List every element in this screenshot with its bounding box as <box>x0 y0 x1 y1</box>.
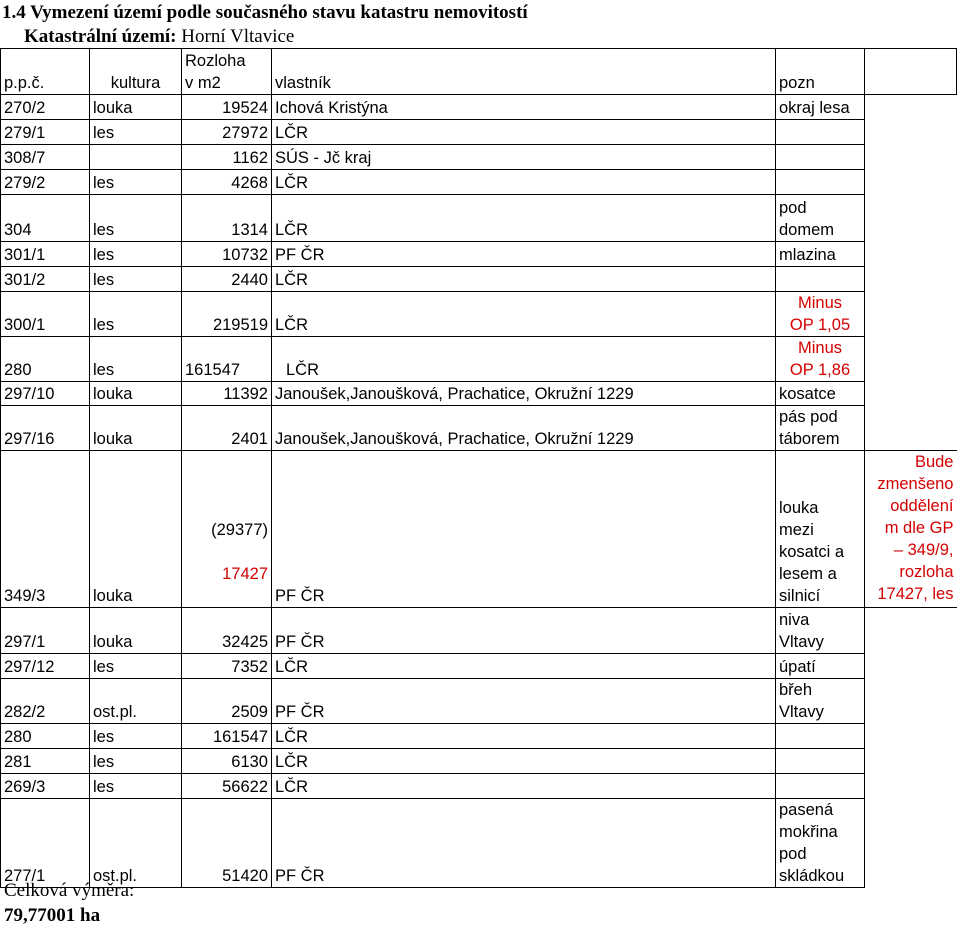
cell-kultura: louka <box>90 451 182 608</box>
cell-owner: PF ČR <box>272 451 776 608</box>
cell-parcel: 304 <box>1 195 90 242</box>
cell-empty <box>865 337 957 382</box>
table-row <box>1 195 957 242</box>
cell-kultura: ost.pl. <box>90 679 182 724</box>
cell-area-new: 17427 <box>222 565 268 583</box>
cell-note: pasená mokřina pod skládkou <box>776 799 865 888</box>
cell-empty <box>865 774 957 799</box>
cell-owner: LČR <box>272 195 776 242</box>
table-header-row <box>1 49 957 95</box>
cell-owner: LČR <box>272 337 776 382</box>
table-row <box>1 749 957 774</box>
cell-empty <box>865 749 957 774</box>
cell-parcel: 279/1 <box>1 120 90 145</box>
header-area: Rozloha v m2 <box>182 49 272 95</box>
table-row <box>1 267 957 292</box>
cell-note <box>776 724 865 749</box>
cell-note-extra: Bude zmenšeno oddělení m dle GP – 349/9, rozloha 17427, les <box>865 451 957 608</box>
cell-area: 10732 <box>182 242 272 267</box>
cell-area-original: (29377) <box>211 521 268 539</box>
cell-note-highlight: Minus OP 1,86 <box>776 337 865 382</box>
cell-area: 219519 <box>182 292 272 337</box>
cell-owner: LČR <box>272 120 776 145</box>
cell-empty <box>865 292 957 337</box>
cell-note <box>776 749 865 774</box>
cell-area: 4268 <box>182 170 272 195</box>
table-row <box>1 337 957 382</box>
cell-empty <box>865 95 957 120</box>
table-row <box>1 292 957 337</box>
cell-parcel: 301/2 <box>1 267 90 292</box>
cell-kultura: ost.pl. <box>90 799 182 888</box>
cell-kultura: louka <box>90 95 182 120</box>
cell-kultura: les <box>90 337 182 382</box>
cell-kultura: les <box>90 724 182 749</box>
table-row <box>1 120 957 145</box>
cell-parcel: 270/2 <box>1 95 90 120</box>
cadastral-label: Katastrální území: <box>24 26 177 47</box>
cell-note: louka mezi kosatci a lesem a silnicí <box>776 451 865 608</box>
cell-parcel: 297/10 <box>1 382 90 406</box>
table-row <box>1 406 957 451</box>
cell-kultura <box>90 145 182 170</box>
table-row <box>1 95 957 120</box>
cell-note <box>776 120 865 145</box>
table-row <box>1 608 957 654</box>
cell-kultura: louka <box>90 382 182 406</box>
cell-owner: LČR <box>272 267 776 292</box>
header-owner: vlastník <box>272 49 776 95</box>
table-row <box>1 654 957 679</box>
cell-parcel: 281 <box>1 749 90 774</box>
cadastral-value: Horní Vltavice <box>181 26 295 47</box>
total-area-label: Celková výměra: <box>4 880 135 901</box>
cell-note: mlazina <box>776 242 865 267</box>
cell-area: 1162 <box>182 145 272 170</box>
cell-parcel: 349/3 <box>1 451 90 608</box>
cell-parcel: 280 <box>1 724 90 749</box>
cell-kultura: louka <box>90 406 182 451</box>
cell-kultura: les <box>90 267 182 292</box>
cell-note: niva Vltavy <box>776 608 865 654</box>
table-row <box>1 774 957 799</box>
cell-area: 7352 <box>182 654 272 679</box>
cell-area: 56622 <box>182 774 272 799</box>
cell-area: 1314 <box>182 195 272 242</box>
cell-note: úpatí <box>776 654 865 679</box>
cell-area: 2509 <box>182 679 272 724</box>
cell-area: 161547 <box>182 337 272 382</box>
cell-empty <box>865 654 957 679</box>
cell-parcel: 277/1 <box>1 799 90 888</box>
cell-area: 11392 <box>182 382 272 406</box>
cell-area: 6130 <box>182 749 272 774</box>
cell-owner: LČR <box>272 292 776 337</box>
cadastral-area <box>24 26 294 48</box>
cell-kultura: les <box>90 120 182 145</box>
cell-note <box>776 774 865 799</box>
cell-kultura: les <box>90 774 182 799</box>
table-row <box>1 145 957 170</box>
cell-owner: LČR <box>272 749 776 774</box>
cell-owner: PF ČR <box>272 608 776 654</box>
cell-parcel: 269/3 <box>1 774 90 799</box>
cell-note: kosatce <box>776 382 865 406</box>
cell-parcel: 279/2 <box>1 170 90 195</box>
cell-owner: LČR <box>272 654 776 679</box>
cell-empty <box>865 382 957 406</box>
cell-area: 2440 <box>182 267 272 292</box>
cell-parcel: 308/7 <box>1 145 90 170</box>
cell-owner: Janoušek,Janoušková, Prachatice, Okružní 1229 <box>272 406 776 451</box>
table-row <box>1 799 957 888</box>
cell-empty <box>865 724 957 749</box>
cell-owner: LČR <box>272 170 776 195</box>
cell-kultura: les <box>90 749 182 774</box>
cell-kultura: louka <box>90 608 182 654</box>
cell-owner: LČR <box>272 774 776 799</box>
cell-parcel: 282/2 <box>1 679 90 724</box>
cell-area: 51420 <box>182 799 272 888</box>
cell-area <box>182 451 272 608</box>
cell-note: pás pod táborem <box>776 406 865 451</box>
cell-owner: PF ČR <box>272 242 776 267</box>
cell-kultura: les <box>90 292 182 337</box>
header-parcel: p.p.č. <box>1 49 90 95</box>
header-note: pozn <box>776 49 865 95</box>
table-row <box>1 451 957 608</box>
parcel-table <box>0 48 957 888</box>
cell-area: 19524 <box>182 95 272 120</box>
cell-note: pod domem <box>776 195 865 242</box>
cell-owner: LČR <box>272 724 776 749</box>
cell-empty <box>865 170 957 195</box>
cell-parcel: 300/1 <box>1 292 90 337</box>
cell-kultura: les <box>90 242 182 267</box>
cell-empty <box>865 406 957 451</box>
cell-note <box>776 267 865 292</box>
table-row <box>1 170 957 195</box>
cell-note <box>776 170 865 195</box>
cell-area: 27972 <box>182 120 272 145</box>
cell-kultura: les <box>90 654 182 679</box>
cell-empty <box>865 267 957 292</box>
table-row <box>1 724 957 749</box>
cell-parcel: 280 <box>1 337 90 382</box>
total-area <box>4 878 134 928</box>
cell-empty <box>865 145 957 170</box>
cell-empty <box>865 608 957 654</box>
cell-owner: SÚS - Jč kraj <box>272 145 776 170</box>
cell-note <box>776 145 865 170</box>
cell-area: 32425 <box>182 608 272 654</box>
cell-kultura: les <box>90 170 182 195</box>
header-kultura: kultura <box>90 49 182 95</box>
cell-kultura: les <box>90 195 182 242</box>
cell-area: 161547 <box>182 724 272 749</box>
cell-owner: PF ČR <box>272 679 776 724</box>
table-row <box>1 382 957 406</box>
section-title: 1.4 Vymezení území podle současného stavu katastru nemovitostí <box>2 2 528 23</box>
cell-owner: Ichová Kristýna <box>272 95 776 120</box>
cell-empty <box>865 799 957 888</box>
cell-note: břeh Vltavy <box>776 679 865 724</box>
table-row <box>1 242 957 267</box>
cell-empty <box>865 195 957 242</box>
cell-owner: PF ČR <box>272 799 776 888</box>
cell-empty <box>865 120 957 145</box>
cell-parcel: 301/1 <box>1 242 90 267</box>
table-row <box>1 679 957 724</box>
header-note-extra <box>865 49 957 95</box>
cell-note: okraj lesa <box>776 95 865 120</box>
cell-parcel: 297/16 <box>1 406 90 451</box>
cell-empty <box>865 679 957 724</box>
cell-owner: Janoušek,Janoušková, Prachatice, Okružní 1229 <box>272 382 776 406</box>
cell-empty <box>865 242 957 267</box>
cell-parcel: 297/1 <box>1 608 90 654</box>
total-area-value: 79,77001 ha <box>4 905 101 926</box>
cell-note-highlight: Minus OP 1,05 <box>776 292 865 337</box>
cell-parcel: 297/12 <box>1 654 90 679</box>
cell-area: 2401 <box>182 406 272 451</box>
